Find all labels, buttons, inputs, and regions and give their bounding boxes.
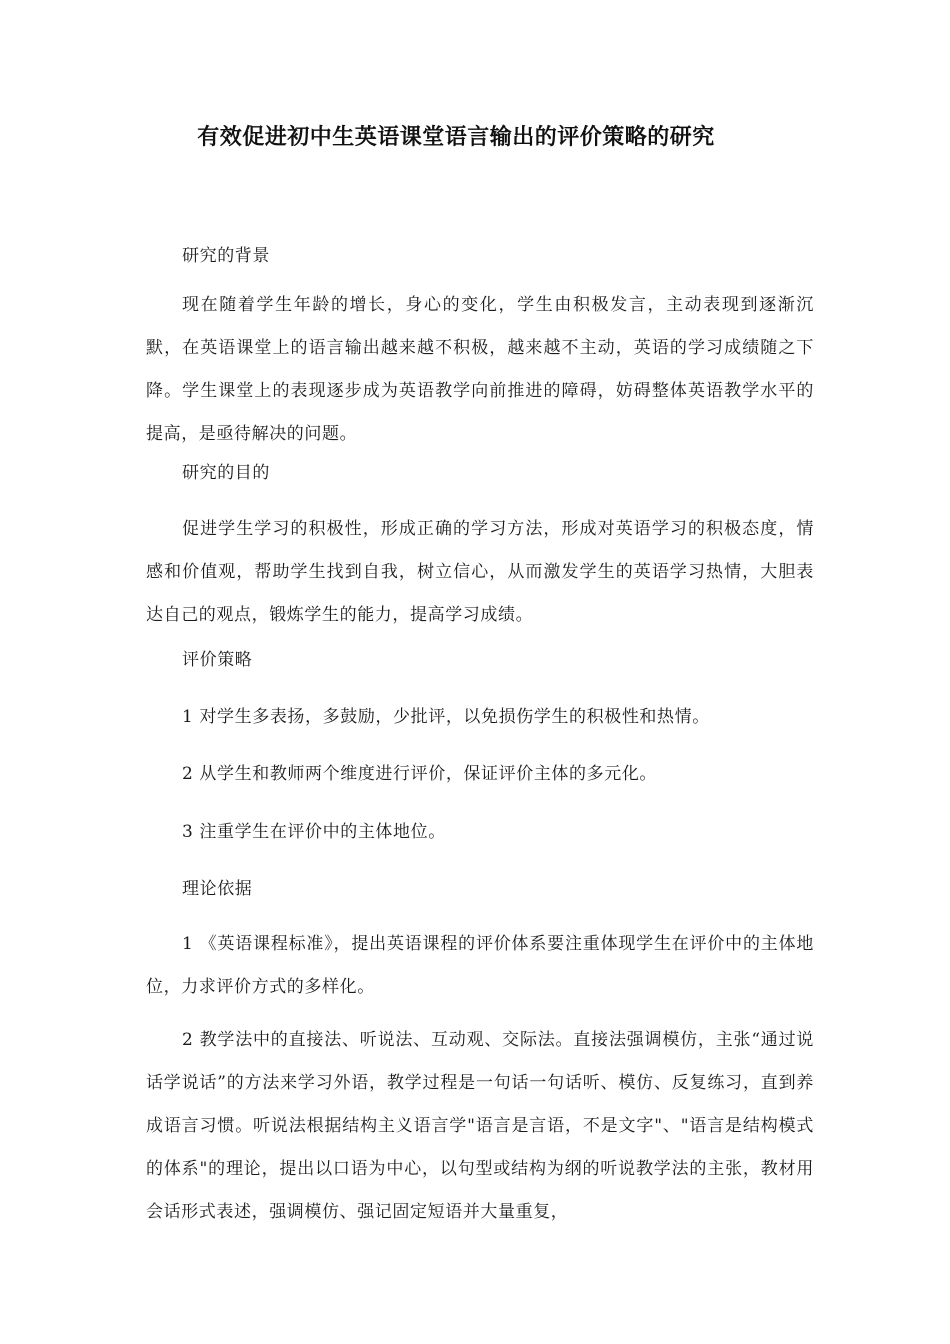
document-title: 有效促进初中生英语课堂语言输出的评价策略的研究: [197, 125, 715, 150]
section-heading-purpose: 研究的目的: [182, 463, 270, 483]
theory-item-1: 1 《英语课程标准》，提出英语课程的评价体系要注重体现学生在评价中的主体地位，力求评价方式的多样化。: [146, 934, 814, 997]
section-heading-background: 研究的背景: [182, 246, 270, 266]
theory-item-2: 2 教学法中的直接法、听说法、互动观、交际法。直接法强调模仿，主张“通过说话学说话”的方法来学习外语，教学过程是一句话一句话听、模仿、反复练习，直到养成语言习惯。听说法根据结构主义语言学"语言是言语，不是文字"、"语言是结构模式的体系"的理论，提出以口语为中心，以句型或结构为纲的听说教学法的主张，教材用会话形式表述，强调模仿、强记固定短语并大量重复，: [146, 1030, 814, 1222]
paragraph-background: 现在随着学生年龄的增长，身心的变化，学生由积极发言，主动表现到逐渐沉默，在英语课堂上的语言输出越来越不积极，越来越不主动，英语的学习成绩随之下降。学生课堂上的表现逐步成为英语教学向前推进的障碍，妨碍整体英语教学水平的提高，是亟待解决的问题。: [146, 295, 814, 444]
strategy-item-3: 3 注重学生在评价中的主体地位。: [182, 822, 446, 842]
strategy-item-1: 1 对学生多表扬，多鼓励，少批评，以免损伤学生的积极性和热情。: [182, 707, 710, 727]
section-heading-strategy: 评价策略: [182, 650, 253, 670]
strategy-item-2: 2 从学生和教师两个维度进行评价，保证评价主体的多元化。: [182, 764, 658, 784]
paragraph-purpose: 促进学生学习的积极性，形成正确的学习方法，形成对英语学习的积极态度，情感和价值观，帮助学生找到自我，树立信心，从而激发学生的英语学习热情，大胆表达自己的观点，锻炼学生的能力，提高学习成绩。: [146, 519, 814, 625]
section-heading-theory: 理论依据: [182, 879, 253, 899]
